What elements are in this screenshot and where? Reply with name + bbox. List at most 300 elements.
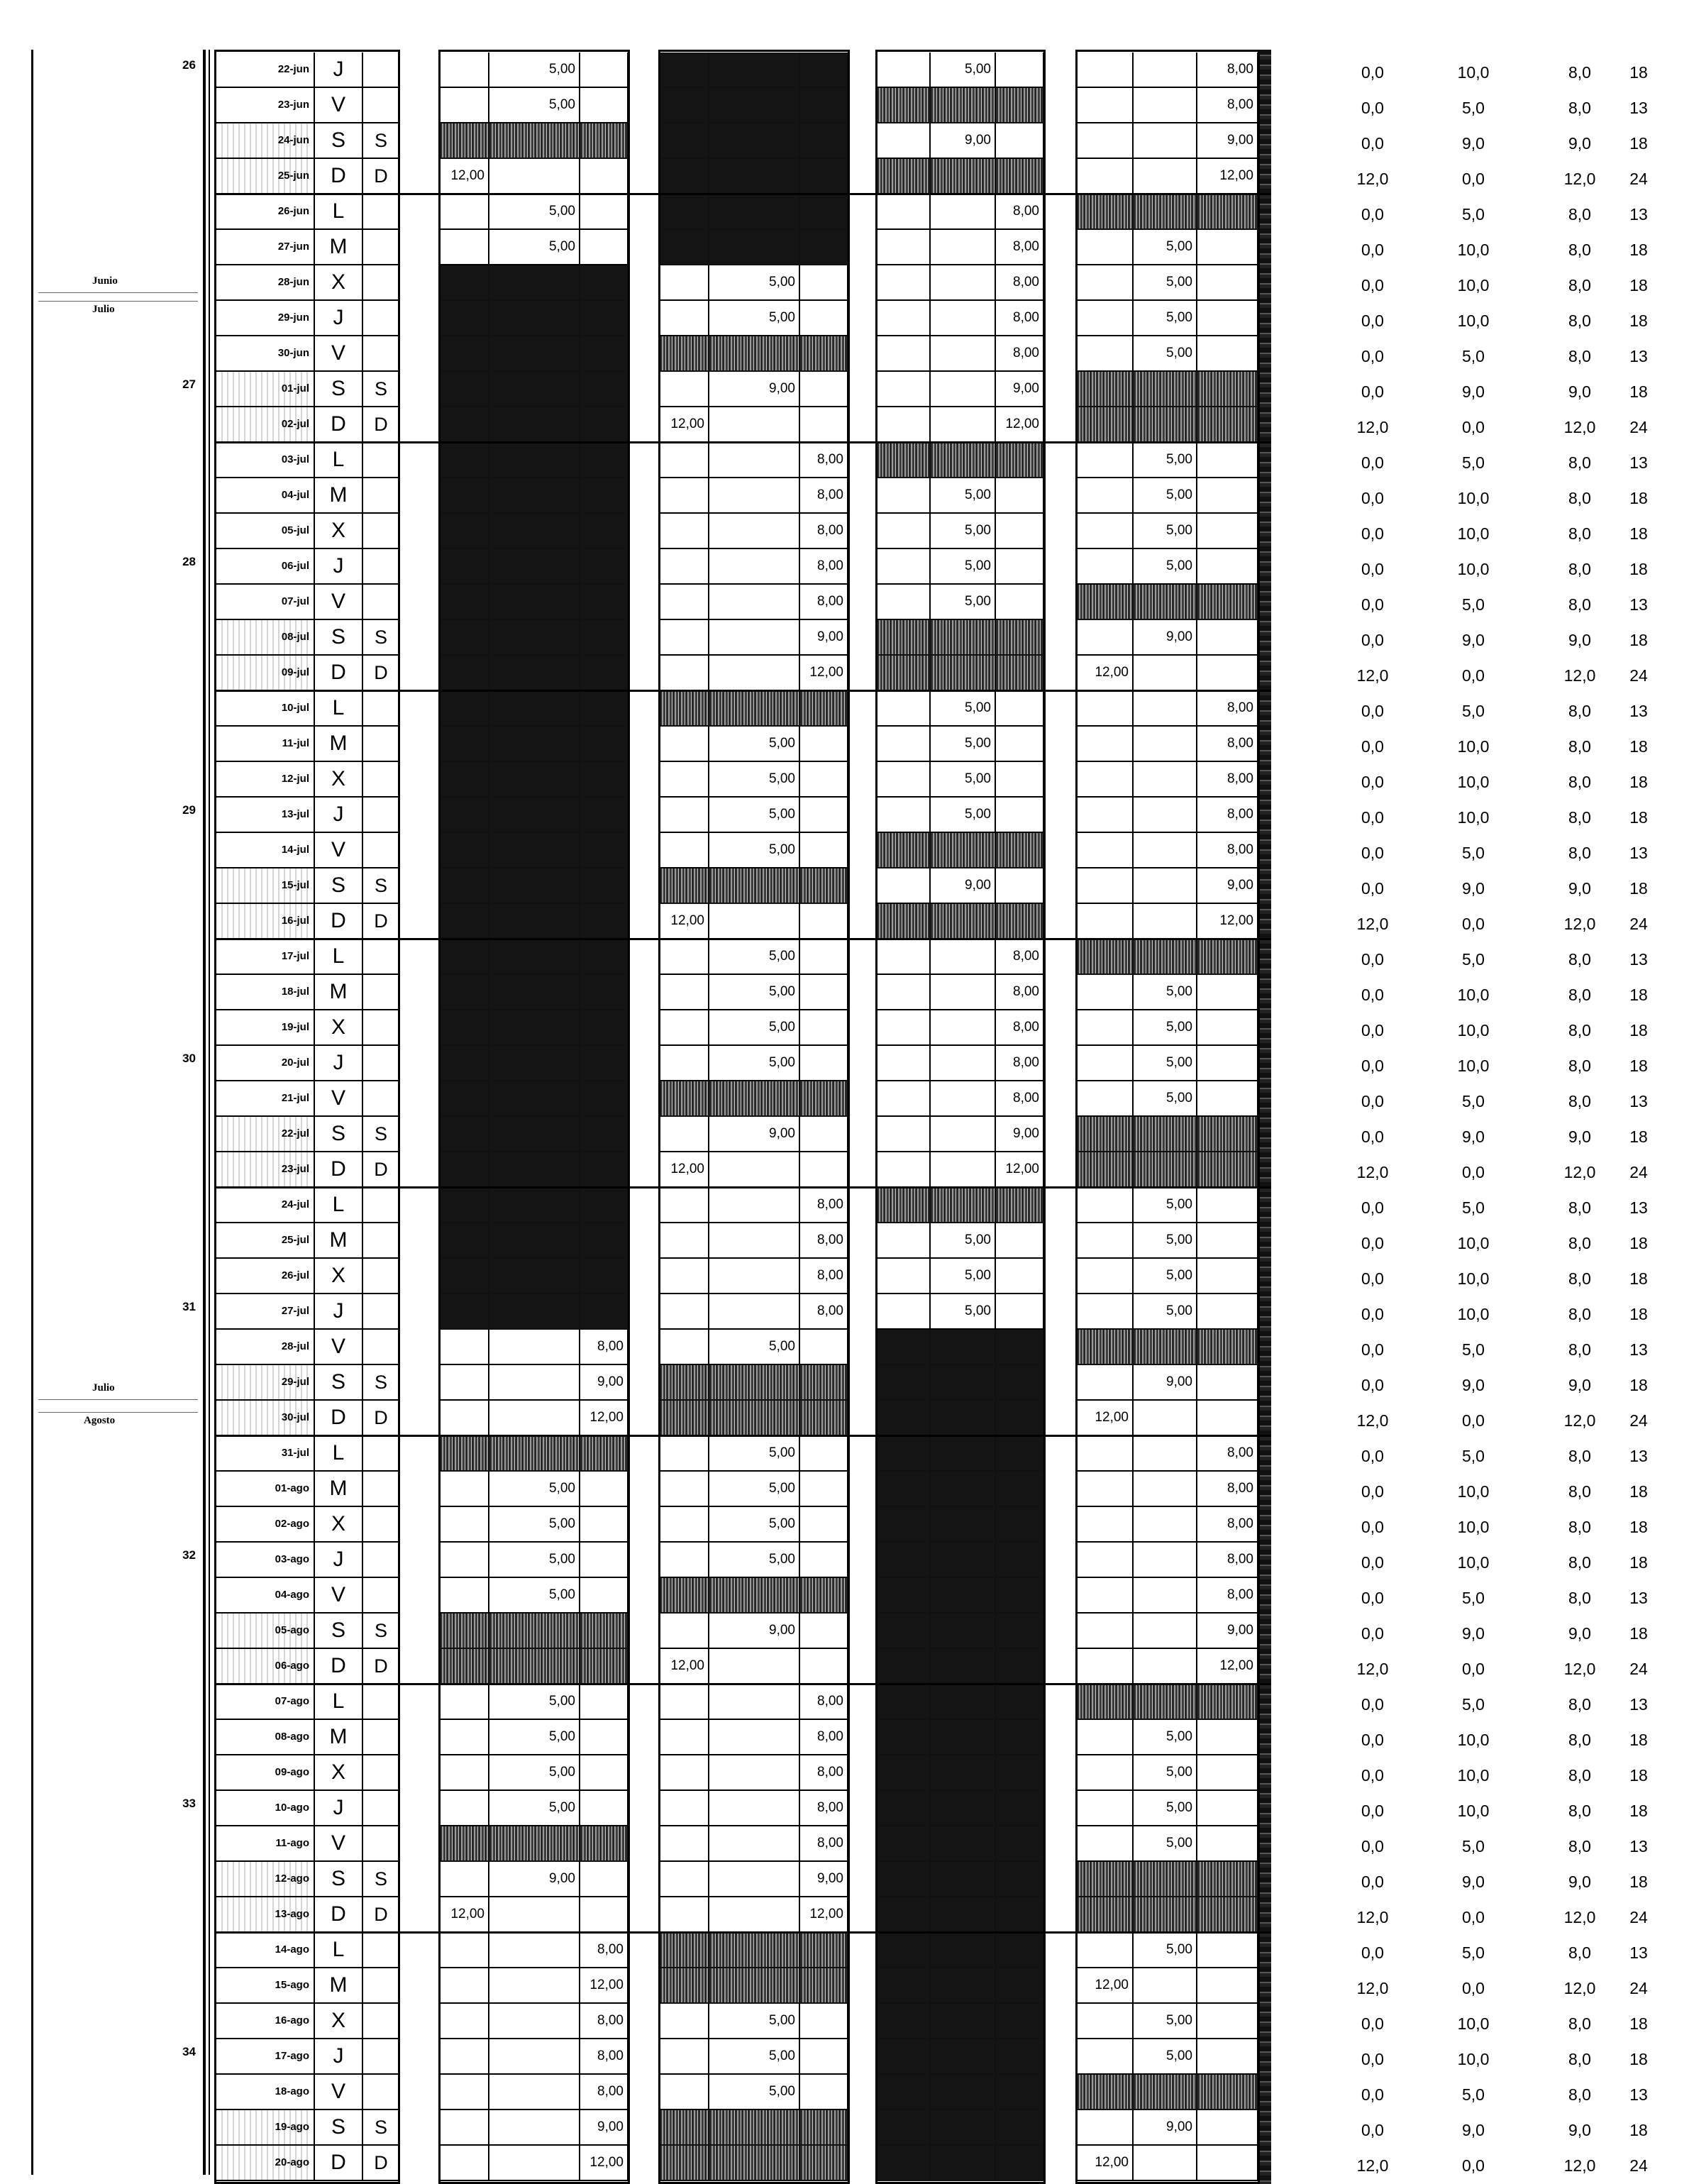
weekend-marker: S <box>374 130 387 151</box>
shift-2-cell: 9,00 <box>709 372 800 407</box>
total-3: 8,0 <box>1568 737 1591 756</box>
shift-4-cell: 12,00 <box>1077 2146 1134 2181</box>
weekend-marker: S <box>374 627 387 648</box>
shift-3-cell: 5,00 <box>931 514 996 549</box>
shift-4-cell: 9,00 <box>1197 1614 1258 1649</box>
total-3: 12,0 <box>1563 1979 1596 1997</box>
date-cell: 31-jul <box>281 1447 309 1459</box>
shift-3-cell: 9,00 <box>996 1117 1044 1152</box>
shift-1-cell: 5,00 <box>489 194 580 230</box>
weekend-marker <box>365 1259 397 1293</box>
shift-2-cell: 8,00 <box>800 1259 848 1294</box>
total-4: 18 <box>1629 1802 1648 1820</box>
week-separator <box>214 193 1271 195</box>
total-2: 10,0 <box>1457 986 1490 1004</box>
weekend-marker <box>365 1330 397 1364</box>
shift-3-cell: 5,00 <box>931 762 996 798</box>
shift-3-cell: 5,00 <box>931 691 996 727</box>
week-separator <box>214 938 1271 940</box>
date-cell: 19-jul <box>281 1021 309 1033</box>
date-cell: 08-jul <box>217 620 312 654</box>
shift-4-cell: 12,00 <box>1077 1401 1134 1436</box>
weekday-letter: J <box>333 1051 344 1074</box>
shift-2-cell: 12,00 <box>800 1897 848 1933</box>
month-rule <box>38 1412 198 1413</box>
total-1: 0,0 <box>1361 560 1384 578</box>
weekday-letter: L <box>332 1938 345 1961</box>
shift-3-cell: 5,00 <box>931 585 996 620</box>
shift-1-cell: 5,00 <box>489 1755 580 1791</box>
weekend-marker <box>365 1755 397 1789</box>
date-col-sep <box>314 53 315 2181</box>
shift-1-cell: 5,00 <box>489 88 580 123</box>
total-1: 0,0 <box>1361 1873 1384 1891</box>
total-1: 0,0 <box>1361 241 1384 259</box>
total-3: 8,0 <box>1568 1589 1591 1607</box>
total-2: 10,0 <box>1457 1305 1490 1323</box>
total-3: 8,0 <box>1568 1766 1591 1785</box>
shift-2-cell: 8,00 <box>800 1188 848 1223</box>
weekend-marker <box>365 762 397 796</box>
weekday-letter: S <box>331 128 345 152</box>
week-number: 33 <box>182 1797 196 1810</box>
total-1: 0,0 <box>1361 1802 1384 1820</box>
total-2: 5,0 <box>1462 453 1485 472</box>
total-1: 0,0 <box>1361 2085 1384 2104</box>
total-2: 10,0 <box>1457 1518 1490 1536</box>
shift-1-cell: 9,00 <box>580 2110 628 2146</box>
shift-2-cell: 5,00 <box>709 762 800 798</box>
shift-4-cell: 12,00 <box>1077 1968 1134 2004</box>
week-number: 26 <box>182 58 196 72</box>
total-2: 10,0 <box>1457 1802 1490 1820</box>
weekend-marker <box>365 691 397 725</box>
total-4: 13 <box>1629 1589 1648 1607</box>
shift-3-cell: 8,00 <box>996 1010 1044 1046</box>
date-cell: 02-ago <box>275 1518 309 1530</box>
total-1: 0,0 <box>1361 2121 1384 2139</box>
total-1: 0,0 <box>1361 950 1384 969</box>
weekday-letter: S <box>331 625 345 649</box>
shift-2-cell: 8,00 <box>800 1720 848 1755</box>
total-1: 12,0 <box>1356 170 1389 188</box>
total-1: 0,0 <box>1361 1695 1384 1714</box>
total-3: 8,0 <box>1568 950 1591 969</box>
shift-1-cell: 8,00 <box>580 1330 628 1365</box>
total-3: 12,0 <box>1563 418 1596 436</box>
weekday-letter: X <box>331 1264 345 1287</box>
total-3: 8,0 <box>1568 1802 1591 1820</box>
total-4: 13 <box>1629 99 1648 117</box>
total-4: 18 <box>1629 1873 1648 1891</box>
shift-block-3-left <box>875 50 877 2184</box>
weekend-marker <box>365 1436 397 1470</box>
total-4: 18 <box>1629 808 1648 827</box>
shift-2-cell: 12,00 <box>660 904 709 939</box>
shift-4-cell: 5,00 <box>1134 2039 1197 2075</box>
weekday-letter: V <box>331 1583 345 1606</box>
shift-3-cell: 5,00 <box>931 798 996 833</box>
total-3: 9,0 <box>1568 2121 1591 2139</box>
shift-1-cell: 9,00 <box>489 1862 580 1897</box>
shift-2-cell: 9,00 <box>709 1614 800 1649</box>
total-1: 0,0 <box>1361 1305 1384 1323</box>
total-4: 24 <box>1629 1660 1648 1678</box>
shift-4-cell: 12,00 <box>1077 656 1134 691</box>
total-1: 12,0 <box>1356 418 1389 436</box>
shift-2-cell: 9,00 <box>709 1117 800 1152</box>
total-4: 18 <box>1629 134 1648 153</box>
weekend-marker: D <box>374 165 388 187</box>
total-4: 18 <box>1629 1624 1648 1643</box>
total-2: 5,0 <box>1462 1589 1485 1607</box>
total-2: 10,0 <box>1457 1269 1490 1288</box>
weekday-letter: X <box>331 270 345 294</box>
date-cell: 18-jul <box>281 986 309 998</box>
total-4: 13 <box>1629 595 1648 614</box>
shift-block-4-left <box>1075 50 1078 2184</box>
weekday-letter: M <box>329 483 348 507</box>
weekday-letter: V <box>331 1335 345 1358</box>
shift-1-cell: 9,00 <box>580 1365 628 1401</box>
shift-3-cell: 8,00 <box>996 194 1044 230</box>
weekday-letter: V <box>331 1831 345 1855</box>
weekend-marker: D <box>374 414 388 435</box>
total-2: 5,0 <box>1462 595 1485 614</box>
total-4: 13 <box>1629 2085 1648 2104</box>
total-2: 5,0 <box>1462 1695 1485 1714</box>
total-3: 8,0 <box>1568 2085 1591 2104</box>
total-1: 12,0 <box>1356 915 1389 933</box>
date-cell: 16-jul <box>217 904 312 938</box>
left-margin-line <box>31 50 33 2175</box>
shift-2-cell: 8,00 <box>800 478 848 514</box>
total-3: 8,0 <box>1568 205 1591 224</box>
weekend-marker <box>365 88 397 122</box>
shift-2-cell: 8,00 <box>800 1684 848 1720</box>
total-1: 0,0 <box>1361 1943 1384 1962</box>
total-3: 8,0 <box>1568 276 1591 294</box>
weekend-marker <box>365 833 397 867</box>
shift-2-cell: 12,00 <box>660 1152 709 1188</box>
date-cell: 18-ago <box>275 2085 309 2097</box>
weekend-marker: D <box>374 1904 388 1925</box>
date-cell: 30-jul <box>217 1401 312 1435</box>
shift-3-cell: 9,00 <box>931 123 996 159</box>
total-2: 10,0 <box>1457 524 1490 543</box>
total-2: 5,0 <box>1462 950 1485 969</box>
total-4: 24 <box>1629 2156 1648 2175</box>
total-1: 0,0 <box>1361 879 1384 898</box>
weekend-marker <box>365 514 397 548</box>
weekday-letter: D <box>331 1902 346 1926</box>
total-2: 10,0 <box>1457 560 1490 578</box>
shift-block-2-left <box>658 50 660 2184</box>
shift-4-cell: 5,00 <box>1134 1188 1197 1223</box>
shift-2-cell: 12,00 <box>800 656 848 691</box>
total-2: 5,0 <box>1462 702 1485 720</box>
weekday-letter: V <box>331 590 345 613</box>
date-cell: 24-jun <box>217 123 312 158</box>
total-4: 18 <box>1629 1482 1648 1501</box>
total-4: 18 <box>1629 2121 1648 2139</box>
total-1: 0,0 <box>1361 489 1384 507</box>
total-2: 10,0 <box>1457 489 1490 507</box>
weekend-marker <box>365 1720 397 1754</box>
shift-4-cell: 5,00 <box>1134 1259 1197 1294</box>
total-4: 18 <box>1629 631 1648 649</box>
date-cell: 09-ago <box>275 1766 309 1778</box>
weekday-letter: J <box>333 1299 344 1323</box>
total-1: 0,0 <box>1361 986 1384 1004</box>
weekday-letter: M <box>329 1973 348 1997</box>
date-cell: 04-jul <box>281 489 309 501</box>
weekday-letter: D <box>331 1654 346 1677</box>
total-1: 0,0 <box>1361 1447 1384 1465</box>
total-4: 18 <box>1629 773 1648 791</box>
date-cell: 03-jul <box>281 453 309 465</box>
total-3: 8,0 <box>1568 1837 1591 1855</box>
total-1: 0,0 <box>1361 1057 1384 1075</box>
total-4: 18 <box>1629 241 1648 259</box>
total-2: 10,0 <box>1457 63 1490 82</box>
shift-2-cell: 8,00 <box>800 549 848 585</box>
weekend-marker: D <box>374 2152 388 2173</box>
total-3: 8,0 <box>1568 773 1591 791</box>
total-4: 18 <box>1629 489 1648 507</box>
shift-4-cell: 5,00 <box>1134 1791 1197 1826</box>
weekend-marker <box>365 939 397 974</box>
weekend-marker: D <box>374 662 388 683</box>
shift-4-cell: 12,00 <box>1197 159 1258 194</box>
weekday-letter: X <box>331 767 345 790</box>
weekend-marker: S <box>374 1123 387 1145</box>
date-cell: 16-ago <box>275 2014 309 2026</box>
shift-4-cell: 8,00 <box>1197 833 1258 868</box>
shift-block-4-frame <box>1075 50 1260 2184</box>
total-2: 10,0 <box>1457 1021 1490 1039</box>
shift-3-cell: 5,00 <box>931 478 996 514</box>
date-cell: 17-ago <box>275 2050 309 2062</box>
date-cell: 01-jul <box>217 372 312 406</box>
weekday-letter: J <box>333 554 344 578</box>
date-cell: 20-ago <box>217 2146 312 2180</box>
weekend-marker <box>365 1010 397 1044</box>
total-4: 18 <box>1629 1127 1648 1146</box>
total-2: 9,0 <box>1462 1873 1485 1891</box>
date-cell: 11-ago <box>275 1837 309 1849</box>
date-cell: 14-jul <box>281 844 309 856</box>
total-3: 8,0 <box>1568 1305 1591 1323</box>
date-cell: 27-jun <box>277 241 309 253</box>
week-separator <box>214 1683 1271 1685</box>
total-4: 13 <box>1629 950 1648 969</box>
total-2: 0,0 <box>1462 2156 1485 2175</box>
month-label: Agosto <box>84 1415 116 1426</box>
shift-2-cell: 8,00 <box>800 1791 848 1826</box>
shift-4-cell: 5,00 <box>1134 1010 1197 1046</box>
total-1: 0,0 <box>1361 453 1384 472</box>
total-1: 0,0 <box>1361 1340 1384 1359</box>
date-cell: 12-ago <box>217 1862 312 1896</box>
shift-1-cell: 8,00 <box>580 2039 628 2075</box>
date-cell: 19-ago <box>217 2110 312 2144</box>
weekday-letter: D <box>331 661 346 684</box>
weekend-marker <box>365 265 397 299</box>
total-2: 0,0 <box>1462 418 1485 436</box>
shift-1-cell: 5,00 <box>489 1684 580 1720</box>
weekday-letter: L <box>332 448 345 471</box>
weekend-marker <box>365 1684 397 1719</box>
total-3: 12,0 <box>1563 1908 1596 1926</box>
total-3: 8,0 <box>1568 1553 1591 1572</box>
shift-2-cell: 5,00 <box>709 1330 800 1365</box>
total-3: 8,0 <box>1568 1269 1591 1288</box>
shift-4-cell: 5,00 <box>1134 2004 1197 2039</box>
shift-2-cell: 5,00 <box>709 1046 800 1081</box>
shift-4-cell: 5,00 <box>1134 1826 1197 1862</box>
date-cell: 10-jul <box>281 702 309 714</box>
total-2: 10,0 <box>1457 1057 1490 1075</box>
shift-4-cell: 8,00 <box>1197 1436 1258 1472</box>
total-4: 24 <box>1629 1908 1648 1926</box>
weekday-letter: D <box>331 164 346 187</box>
total-2: 5,0 <box>1462 1198 1485 1217</box>
shift-block-1-left <box>438 50 441 2184</box>
total-3: 8,0 <box>1568 1482 1591 1501</box>
total-3: 8,0 <box>1568 311 1591 330</box>
shift-4-cell: 9,00 <box>1134 2110 1197 2146</box>
week-separator <box>214 690 1271 692</box>
day-col-sep <box>362 53 363 2181</box>
total-2: 9,0 <box>1462 1376 1485 1394</box>
weekend-marker: D <box>374 1655 388 1677</box>
total-2: 5,0 <box>1462 2085 1485 2104</box>
date-cell: 07-jul <box>281 595 309 607</box>
shift-1-cell: 12,00 <box>440 1897 489 1933</box>
total-4: 24 <box>1629 1979 1648 1997</box>
weekend-marker <box>365 301 397 335</box>
total-2: 5,0 <box>1462 347 1485 365</box>
total-1: 12,0 <box>1356 2156 1389 2175</box>
total-1: 12,0 <box>1356 1163 1389 1181</box>
month-label: Junio <box>92 275 118 287</box>
weekday-letter: D <box>331 909 346 932</box>
weekend-marker: D <box>374 1407 388 1428</box>
shift-3-cell: 8,00 <box>996 1081 1044 1117</box>
shift-2-cell: 8,00 <box>800 443 848 478</box>
total-2: 0,0 <box>1462 1979 1485 1997</box>
shift-3-cell: 5,00 <box>931 53 996 88</box>
total-1: 12,0 <box>1356 1411 1389 1430</box>
total-2: 9,0 <box>1462 631 1485 649</box>
total-1: 0,0 <box>1361 63 1384 82</box>
week-separator <box>214 1931 1271 1934</box>
total-4: 18 <box>1629 2050 1648 2068</box>
total-2: 5,0 <box>1462 99 1485 117</box>
weekend-marker <box>365 585 397 619</box>
total-4: 24 <box>1629 1411 1648 1430</box>
total-2: 5,0 <box>1462 1943 1485 1962</box>
total-4: 18 <box>1629 1057 1648 1075</box>
total-2: 0,0 <box>1462 1411 1485 1430</box>
total-2: 10,0 <box>1457 1766 1490 1785</box>
total-1: 0,0 <box>1361 1234 1384 1252</box>
weekday-letter: S <box>331 1370 345 1394</box>
total-1: 12,0 <box>1356 666 1389 685</box>
week-number: 31 <box>182 1300 196 1313</box>
shift-2-cell: 5,00 <box>709 975 800 1010</box>
date-cell: 24-jul <box>281 1198 309 1210</box>
weekday-letter: M <box>329 1477 348 1500</box>
weekday-letter: L <box>332 1193 345 1216</box>
date-cell: 02-jul <box>217 407 312 441</box>
total-3: 12,0 <box>1563 1411 1596 1430</box>
total-2: 0,0 <box>1462 170 1485 188</box>
weekday-letter: S <box>331 1122 345 1145</box>
shift-2-cell: 5,00 <box>709 833 800 868</box>
shift-4-cell: 8,00 <box>1197 691 1258 727</box>
weekend-marker <box>365 1294 397 1328</box>
shift-1-cell: 12,00 <box>580 2146 628 2181</box>
shift-3-cell: 12,00 <box>996 1152 1044 1188</box>
weekend-marker: D <box>374 910 388 932</box>
weekday-letter: S <box>331 873 345 897</box>
total-4: 24 <box>1629 666 1648 685</box>
weekday-letter: S <box>331 377 345 400</box>
weekend-marker: S <box>374 875 387 896</box>
date-cell: 29-jun <box>277 311 309 324</box>
week-number: 32 <box>182 1548 196 1562</box>
total-4: 18 <box>1629 63 1648 82</box>
total-1: 0,0 <box>1361 134 1384 153</box>
total-1: 0,0 <box>1361 347 1384 365</box>
total-2: 0,0 <box>1462 666 1485 685</box>
weekend-marker <box>365 230 397 264</box>
date-cell: 07-ago <box>275 1695 309 1707</box>
week-number: 27 <box>182 377 196 391</box>
weekday-letter: V <box>331 2080 345 2103</box>
total-1: 0,0 <box>1361 524 1384 543</box>
total-4: 18 <box>1629 879 1648 898</box>
total-2: 10,0 <box>1457 737 1490 756</box>
weekend-marker <box>365 1507 397 1541</box>
total-3: 8,0 <box>1568 1234 1591 1252</box>
shift-2-cell: 5,00 <box>709 1472 800 1507</box>
shift-4-cell: 5,00 <box>1134 1294 1197 1330</box>
weekday-letter: X <box>331 1015 345 1039</box>
total-3: 9,0 <box>1568 1376 1591 1394</box>
total-4: 13 <box>1629 1447 1648 1465</box>
total-3: 8,0 <box>1568 1943 1591 1962</box>
total-4: 13 <box>1629 1092 1648 1110</box>
total-3: 8,0 <box>1568 1731 1591 1749</box>
total-1: 12,0 <box>1356 1908 1389 1926</box>
total-1: 0,0 <box>1361 1518 1384 1536</box>
date-cell: 05-ago <box>217 1614 312 1648</box>
shift-1-cell: 5,00 <box>489 53 580 88</box>
total-3: 9,0 <box>1568 1624 1591 1643</box>
total-3: 8,0 <box>1568 1447 1591 1465</box>
month-rule <box>38 1399 198 1400</box>
shift-4-cell: 8,00 <box>1197 1507 1258 1543</box>
total-4: 18 <box>1629 276 1648 294</box>
total-4: 18 <box>1629 524 1648 543</box>
row-rule <box>216 2180 399 2181</box>
shift-4-cell: 8,00 <box>1197 1472 1258 1507</box>
weekend-marker <box>365 1578 397 1612</box>
shift-2-cell: 5,00 <box>709 2075 800 2110</box>
